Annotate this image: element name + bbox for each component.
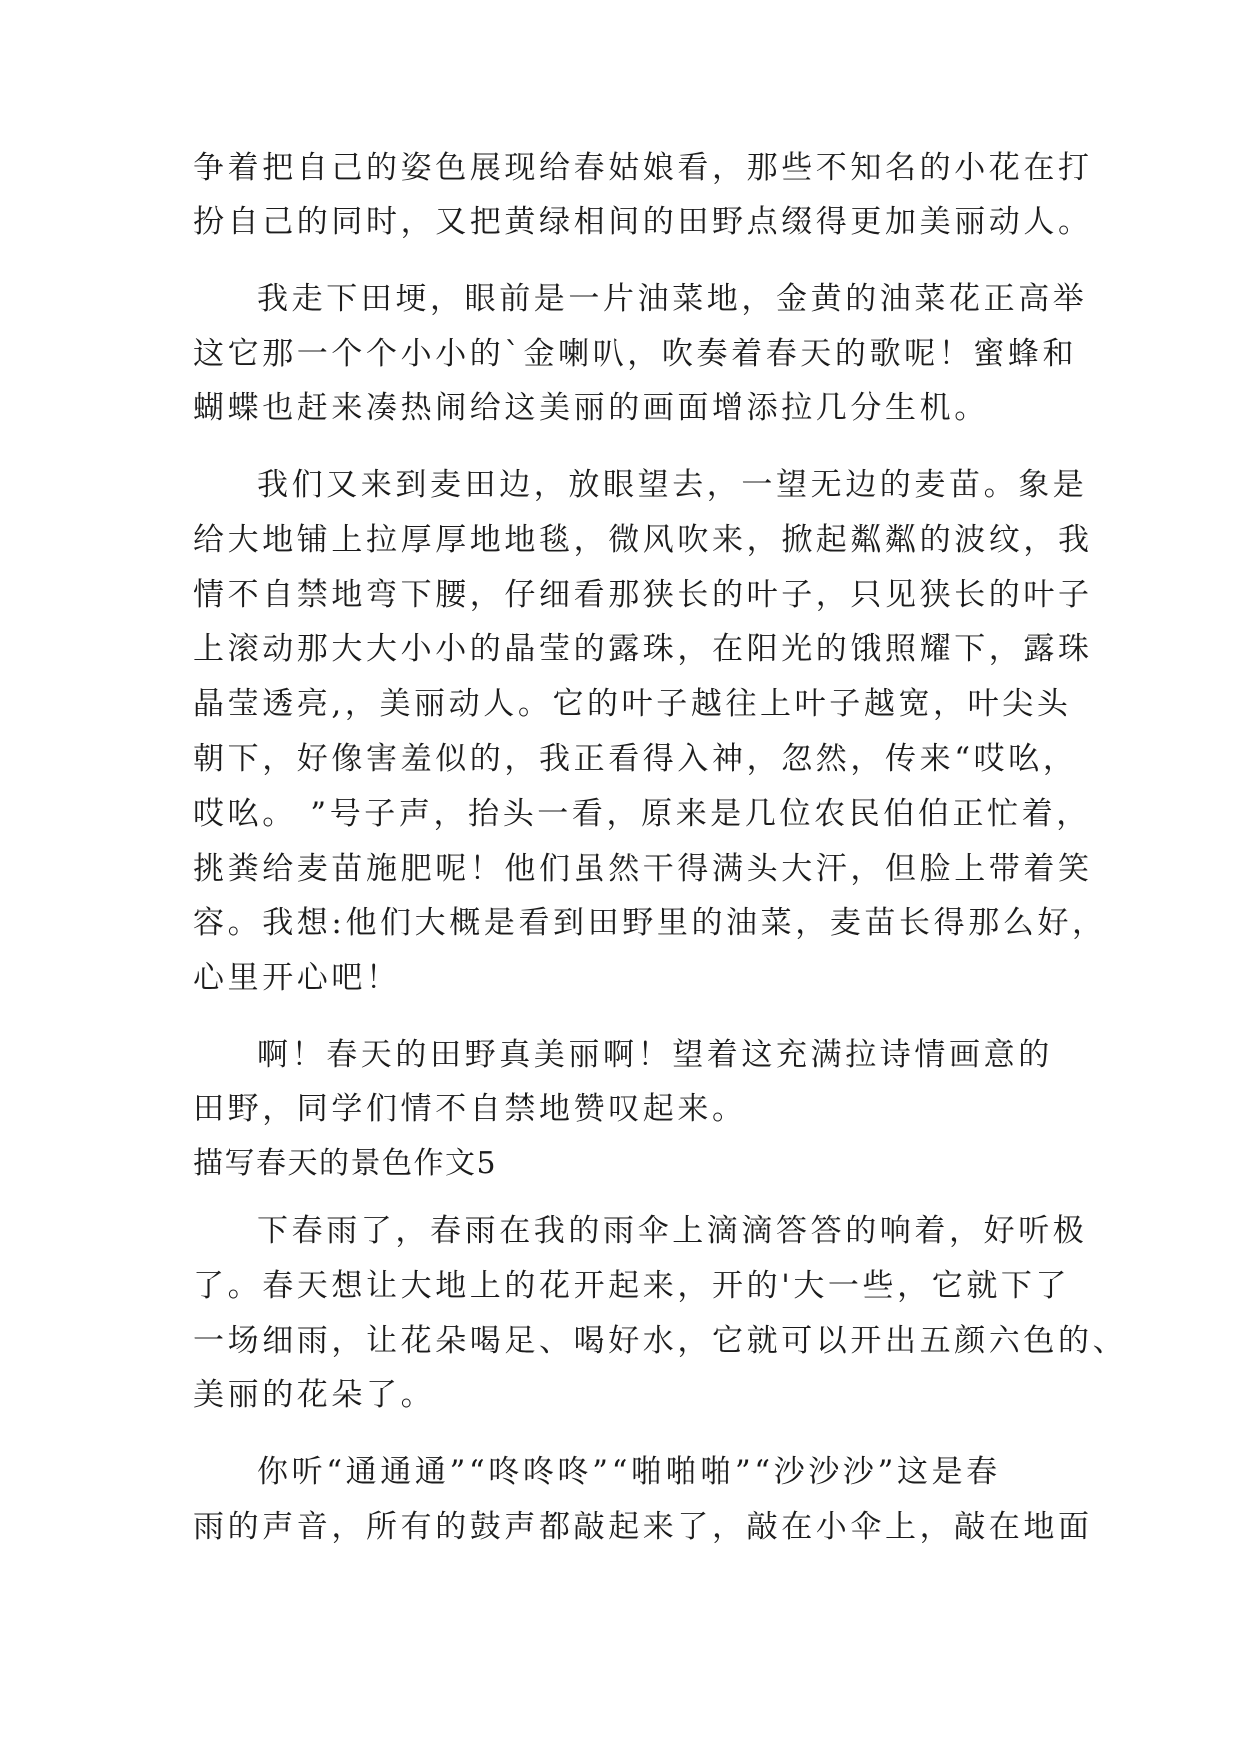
text-line: 朝下，好像害羞似的，我正看得入神，忽然，传来“哎吆， [193, 741, 1078, 777]
text-line: 容。我想:他们大概是看到田野里的油菜，麦苗长得那么好， [193, 905, 1107, 941]
text-line: 田野，同学们情不自禁地赞叹起来。 [193, 1091, 747, 1127]
text-line: 这它那一个个小小的`金喇叭，吹奏着春天的歌呢！蜜蜂和 [193, 336, 1078, 372]
paragraph-first-line: 啊！春天的田野真美丽啊！望着这充满拉诗情画意的 [257, 1037, 1053, 1073]
text-line: 上滚动那大大小小的晶莹的露珠，在阳光的饿照耀下，露珠 [193, 631, 1093, 667]
section-heading: 描写春天的景色作文5 [193, 1146, 498, 1181]
paragraph-first-line: 我走下田埂，眼前是一片油菜地，金黄的油菜花正高举 [257, 281, 1088, 317]
text-line: 晶莹透亮,，美丽动人。它的叶子越往上叶子越宽，叶尖头 [193, 686, 1072, 722]
paragraph-first-line: 我们又来到麦田边，放眼望去，一望无边的麦苗。象是 [257, 467, 1088, 503]
text-line: 扮自己的同时，又把黄绿相间的田野点缀得更加美丽动人。 [193, 204, 1093, 240]
text-line: 争着把自己的姿色展现给春姑娘看，那些不知名的小花在打 [193, 150, 1093, 186]
text-line: 挑粪给麦苗施肥呢！他们虽然干得满头大汗，但脸上带着笑 [193, 851, 1093, 887]
paragraph-first-line: 你听“通通通”“咚咚咚”“啪啪啪”“沙沙沙”这是春 [257, 1454, 1001, 1490]
text-line: 美丽的花朵了。 [193, 1377, 436, 1413]
paragraph-first-line: 下春雨了，春雨在我的雨伞上滴滴答答的响着，好听极 [257, 1213, 1088, 1249]
text-line: 雨的声音，所有的鼓声都敲起来了，敲在小伞上，敲在地面 [193, 1509, 1093, 1545]
text-line: 哎吆。 ”号子声，抬头一看，原来是几位农民伯伯正忙着， [193, 796, 1091, 832]
text-line: 情不自禁地弯下腰，仔细看那狭长的叶子，只见狭长的叶子 [193, 577, 1093, 613]
text-line: 了。春天想让大地上的花开起来，开的'大一些，它就下了 [193, 1268, 1071, 1304]
text-line: 给大地铺上拉厚厚地地毯，微风吹来，掀起粼粼的波纹，我 [193, 522, 1093, 558]
text-line: 蝴蝶也赶来凑热闹给这美丽的画面增添拉几分生机。 [193, 390, 989, 426]
text-line: 心里开心吧！ [193, 960, 401, 996]
text-line: 一场细雨，让花朵喝足、喝好水，它就可以开出五颜六色的、 [193, 1323, 1128, 1359]
